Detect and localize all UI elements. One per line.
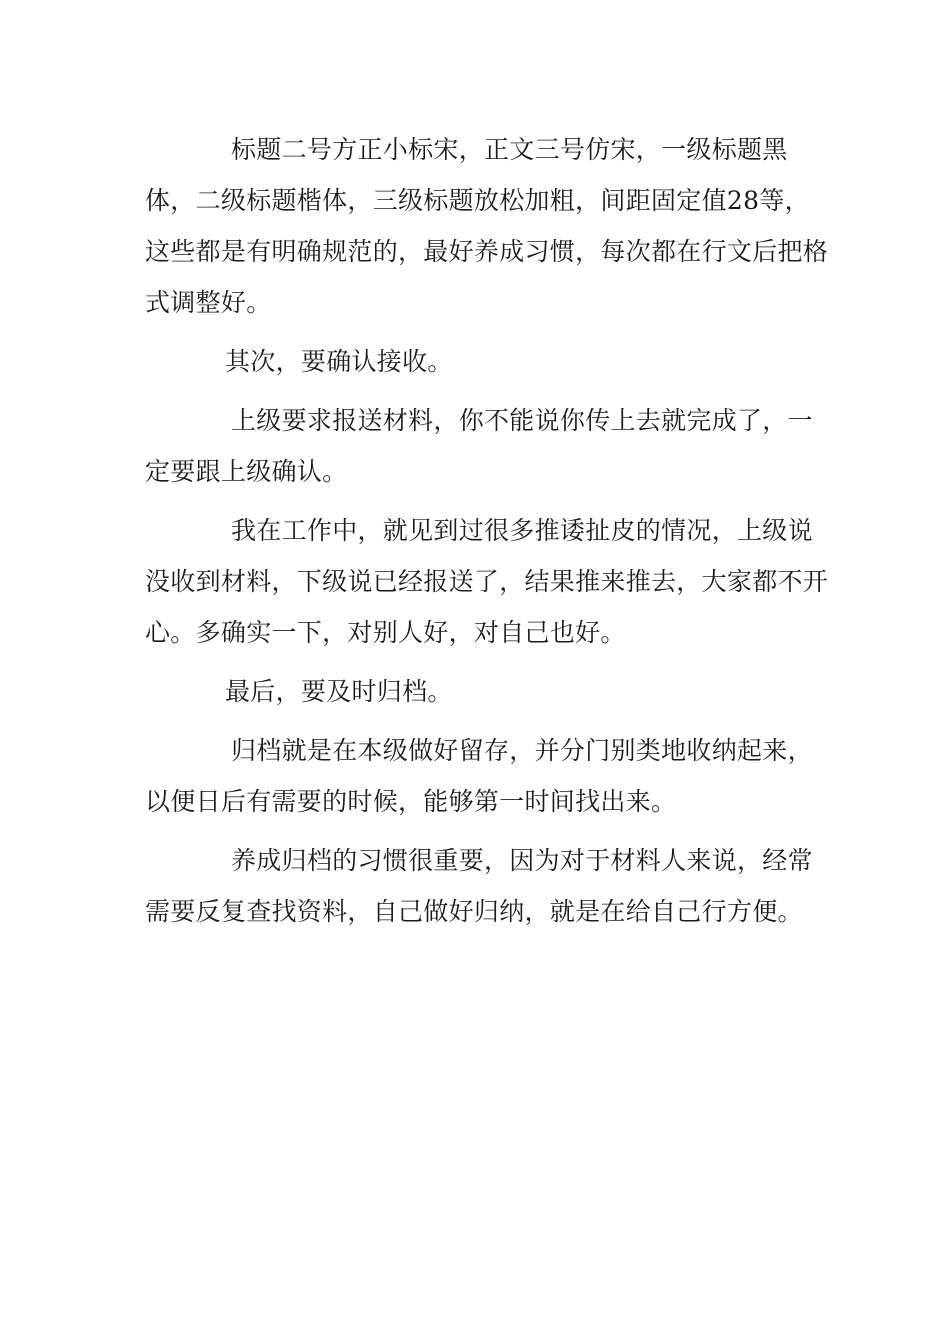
paragraph-archive-definition: 归档就是在本级做好留存，并分门别类地收纳起来，以便日后有需要的时候，能够第一时间找出来。 [145, 736, 813, 816]
paragraph-heading-archive: 最后，要及时归档。 [225, 677, 453, 706]
paragraph-format-rules: 标题二号方正小标宋，正文三号仿宋，一级标题黑体，二级标题楷体，三级标题放松加粗，间距固定值28等，这些都是有明确规范的，最好养成习惯，每次都在行文后把格式调整好。 [145, 135, 829, 317]
paragraph-work-experience: 我在工作中，就见到过很多推诿扯皮的情况，上级说没收到材料，下级说已经报送了，结果推来推去，大家都不开心。多确实一下，对别人好，对自己也好。 [145, 516, 829, 647]
paragraph-confirm-superior: 上级要求报送材料，你不能说你传上去就完成了，一定要跟上级确认。 [145, 406, 813, 486]
document-body [145, 124, 835, 945]
paragraph-archive-habit: 养成归档的习惯很重要，因为对于材料人来说，经常需要反复查找资料，自己做好归纳，就是在给自己行方便。 [145, 846, 813, 926]
paragraph-heading-confirm: 其次，要确认接收。 [225, 347, 453, 376]
